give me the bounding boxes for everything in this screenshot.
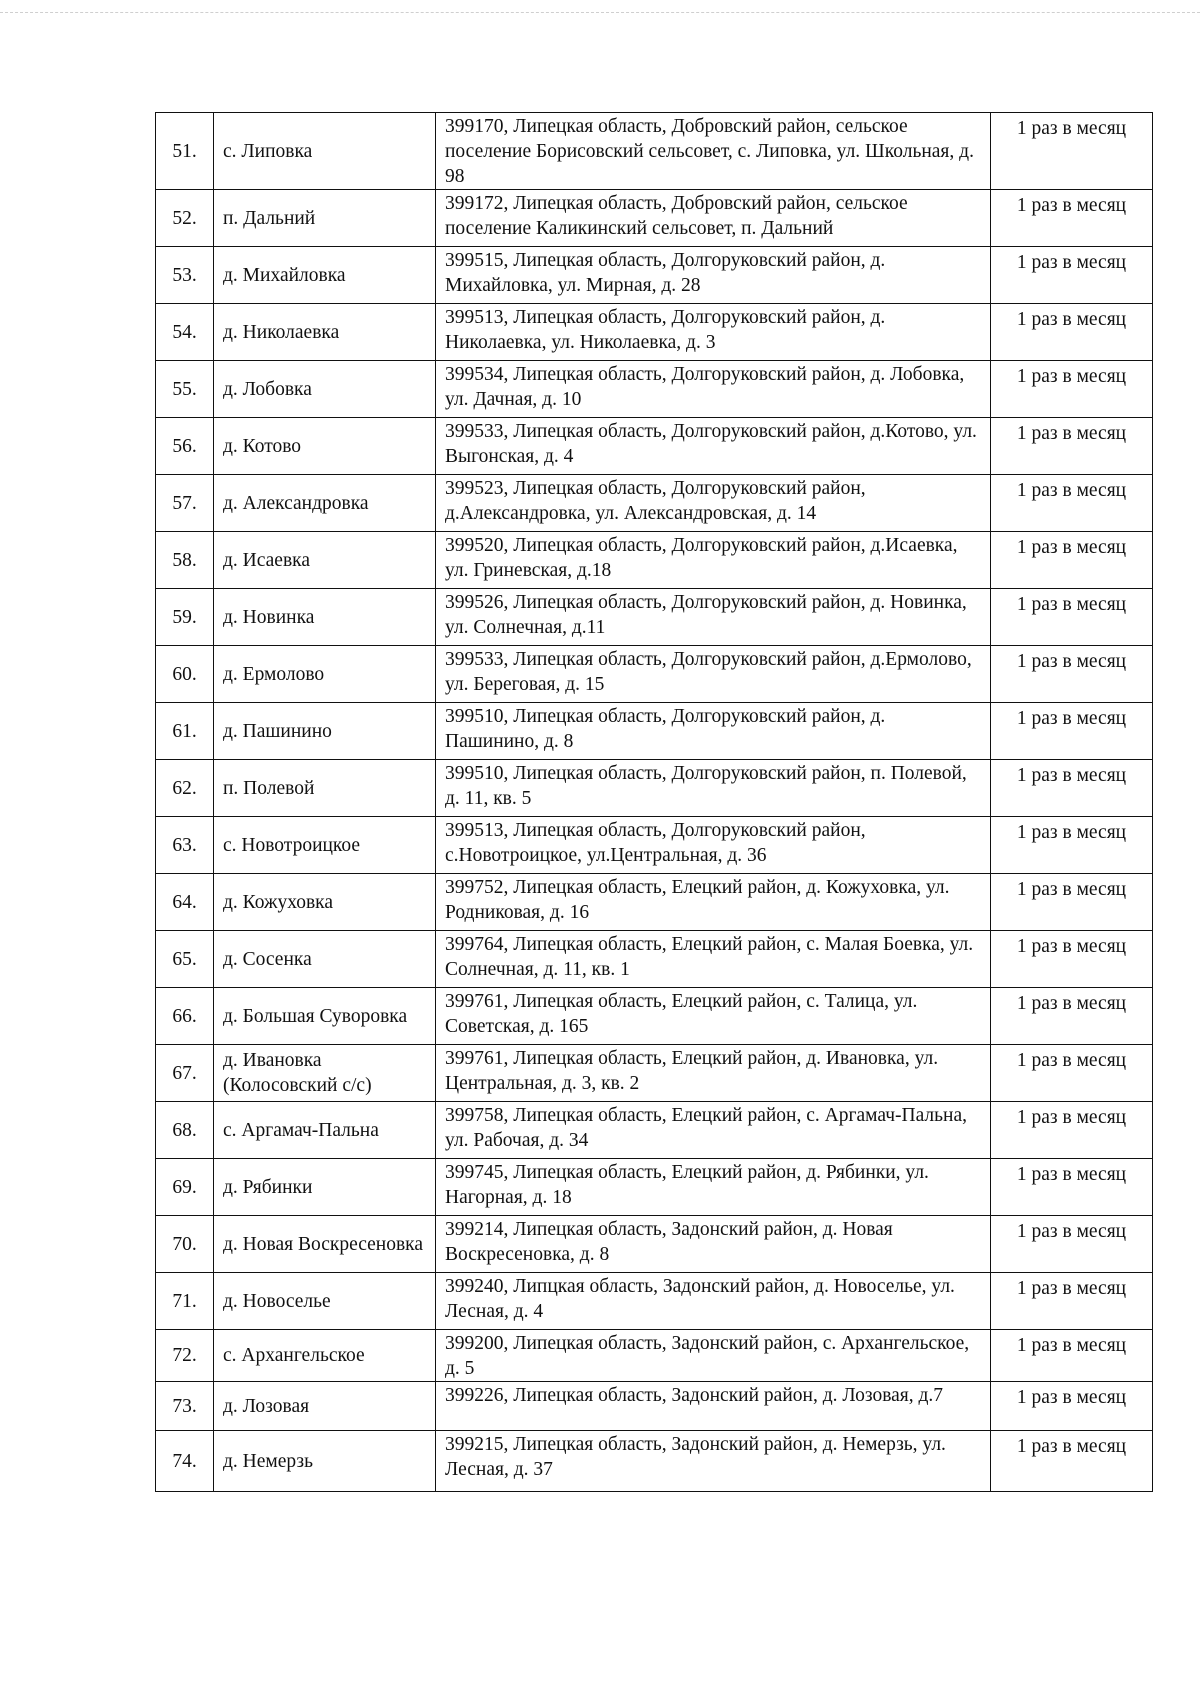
table-row — [156, 361, 1153, 418]
settlement-name: д. Новая Воскресеновка — [214, 1216, 436, 1273]
row-number: 53. — [156, 247, 214, 304]
settlement-name: д. Лобовка — [214, 361, 436, 418]
settlement-address: 399752, Липецкая область, Елецкий район, д. Кожуховка, ул. Родниковая, д. 16 — [436, 874, 991, 931]
settlement-name: п. Полевой — [214, 760, 436, 817]
table-row — [156, 418, 1153, 475]
table-row — [156, 1330, 1153, 1382]
visit-frequency: 1 раз в месяц — [991, 190, 1153, 247]
table-row — [156, 931, 1153, 988]
visit-frequency: 1 раз в месяц — [991, 1273, 1153, 1330]
schedule-table — [155, 112, 1153, 1492]
table-row — [156, 589, 1153, 646]
settlement-address: 399172, Липецкая область, Добровский район, сельское поселение Каликинский сельсовет, п. Дальний — [436, 190, 991, 247]
row-number: 71. — [156, 1273, 214, 1330]
row-number: 64. — [156, 874, 214, 931]
settlement-name: д. Михайловка — [214, 247, 436, 304]
row-number: 72. — [156, 1330, 214, 1382]
row-number: 73. — [156, 1382, 214, 1431]
visit-frequency: 1 раз в месяц — [991, 988, 1153, 1045]
settlement-name: д. Ивановка (Колосовский с/с) — [214, 1045, 436, 1102]
row-number: 70. — [156, 1216, 214, 1273]
row-number: 60. — [156, 646, 214, 703]
visit-frequency: 1 раз в месяц — [991, 589, 1153, 646]
table-row — [156, 247, 1153, 304]
visit-frequency: 1 раз в месяц — [991, 1216, 1153, 1273]
settlement-name: с. Аргамач-Пальна — [214, 1102, 436, 1159]
visit-frequency: 1 раз в месяц — [991, 247, 1153, 304]
table-row — [156, 113, 1153, 190]
settlement-address: 399214, Липецкая область, Задонский район, д. Новая Воскресеновка, д. 8 — [436, 1216, 991, 1273]
visit-frequency: 1 раз в месяц — [991, 874, 1153, 931]
row-number: 58. — [156, 532, 214, 589]
row-number: 68. — [156, 1102, 214, 1159]
table-row — [156, 1159, 1153, 1216]
table-row — [156, 1273, 1153, 1330]
visit-frequency: 1 раз в месяц — [991, 817, 1153, 874]
settlement-address: 399745, Липецкая область, Елецкий район, д. Рябинки, ул. Нагорная, д. 18 — [436, 1159, 991, 1216]
settlement-name: д. Ермолово — [214, 646, 436, 703]
row-number: 65. — [156, 931, 214, 988]
table-row — [156, 874, 1153, 931]
visit-frequency: 1 раз в месяц — [991, 1431, 1153, 1492]
settlement-name: д. Новоселье — [214, 1273, 436, 1330]
settlement-address: 399513, Липецкая область, Долгоруковский район, с.Новотроицкое, ул.Центральная, д. 36 — [436, 817, 991, 874]
row-number: 66. — [156, 988, 214, 1045]
row-number: 51. — [156, 113, 214, 190]
settlement-name: п. Дальний — [214, 190, 436, 247]
settlement-name: д. Новинка — [214, 589, 436, 646]
row-number: 74. — [156, 1431, 214, 1492]
settlement-address: 399515, Липецкая область, Долгоруковский район, д. Михайловка, ул. Мирная, д. 28 — [436, 247, 991, 304]
visit-frequency: 1 раз в месяц — [991, 418, 1153, 475]
settlement-name: с. Архангельское — [214, 1330, 436, 1382]
visit-frequency: 1 раз в месяц — [991, 931, 1153, 988]
settlement-name: д. Немерзь — [214, 1431, 436, 1492]
table-row — [156, 817, 1153, 874]
settlement-address: 399226, Липецкая область, Задонский район, д. Лозовая, д.7 — [436, 1382, 991, 1431]
row-number: 57. — [156, 475, 214, 532]
settlement-name: д. Исаевка — [214, 532, 436, 589]
visit-frequency: 1 раз в месяц — [991, 1045, 1153, 1102]
settlement-address: 399513, Липецкая область, Долгоруковский район, д. Николаевка, ул. Николаевка, д. 3 — [436, 304, 991, 361]
visit-frequency: 1 раз в месяц — [991, 760, 1153, 817]
settlement-address: 399215, Липецкая область, Задонский район, д. Немерзь, ул. Лесная, д. 37 — [436, 1431, 991, 1492]
settlement-address: 399533, Липецкая область, Долгоруковский район, д.Ермолово, ул. Береговая, д. 15 — [436, 646, 991, 703]
settlement-name: с. Липовка — [214, 113, 436, 190]
table-row — [156, 190, 1153, 247]
settlement-address: 399510, Липецкая область, Долгоруковский район, п. Полевой, д. 11, кв. 5 — [436, 760, 991, 817]
row-number: 63. — [156, 817, 214, 874]
row-number: 52. — [156, 190, 214, 247]
row-number: 69. — [156, 1159, 214, 1216]
row-number: 55. — [156, 361, 214, 418]
settlement-address: 399764, Липецкая область, Елецкий район, с. Малая Боевка, ул. Солнечная, д. 11, кв. 1 — [436, 931, 991, 988]
visit-frequency: 1 раз в месяц — [991, 304, 1153, 361]
settlement-address: 399533, Липецкая область, Долгоруковский район, д.Котово, ул. Выгонская, д. 4 — [436, 418, 991, 475]
schedule-table-body — [156, 113, 1153, 1492]
table-row — [156, 1382, 1153, 1431]
table-row — [156, 304, 1153, 361]
settlement-address: 399170, Липецкая область, Добровский район, сельское поселение Борисовский сельсовет, с. Липовка, ул. Школьная, д. 98 — [436, 113, 991, 190]
settlement-address: 399520, Липецкая область, Долгоруковский район, д.Исаевка, ул. Гриневская, д.18 — [436, 532, 991, 589]
visit-frequency: 1 раз в месяц — [991, 475, 1153, 532]
settlement-name: д. Рябинки — [214, 1159, 436, 1216]
table-row — [156, 475, 1153, 532]
row-number: 56. — [156, 418, 214, 475]
visit-frequency: 1 раз в месяц — [991, 1330, 1153, 1382]
settlement-name: д. Лозовая — [214, 1382, 436, 1431]
settlement-address: 399510, Липецкая область, Долгоруковский район, д. Пашинино, д. 8 — [436, 703, 991, 760]
settlement-address: 399523, Липецкая область, Долгоруковский район, д.Александровка, ул. Александровская, д. 14 — [436, 475, 991, 532]
settlement-name: д. Александровка — [214, 475, 436, 532]
settlement-name: д. Большая Суворовка — [214, 988, 436, 1045]
table-row — [156, 988, 1153, 1045]
table-row — [156, 1045, 1153, 1102]
settlement-address: 399758, Липецкая область, Елецкий район, с. Аргамач-Пальна, ул. Рабочая, д. 34 — [436, 1102, 991, 1159]
visit-frequency: 1 раз в месяц — [991, 1102, 1153, 1159]
visit-frequency: 1 раз в месяц — [991, 361, 1153, 418]
settlement-name: д. Пашинино — [214, 703, 436, 760]
visit-frequency: 1 раз в месяц — [991, 646, 1153, 703]
visit-frequency: 1 раз в месяц — [991, 113, 1153, 190]
table-row — [156, 703, 1153, 760]
settlement-address: 399200, Липецкая область, Задонский район, с. Архангельское, д. 5 — [436, 1330, 991, 1382]
settlement-address: 399761, Липецкая область, Елецкий район, с. Талица, ул. Советская, д. 165 — [436, 988, 991, 1045]
settlement-address: 399761, Липецкая область, Елецкий район, д. Ивановка, ул. Центральная, д. 3, кв. 2 — [436, 1045, 991, 1102]
visit-frequency: 1 раз в месяц — [991, 1159, 1153, 1216]
row-number: 67. — [156, 1045, 214, 1102]
settlement-address: 399534, Липецкая область, Долгоруковский район, д. Лобовка, ул. Дачная, д. 10 — [436, 361, 991, 418]
visit-frequency: 1 раз в месяц — [991, 703, 1153, 760]
scan-top-edge — [0, 12, 1200, 13]
table-row — [156, 1431, 1153, 1492]
table-row — [156, 1216, 1153, 1273]
row-number: 61. — [156, 703, 214, 760]
row-number: 59. — [156, 589, 214, 646]
settlement-address: 399526, Липецкая область, Долгоруковский район, д. Новинка, ул. Солнечная, д.11 — [436, 589, 991, 646]
settlement-name: д. Сосенка — [214, 931, 436, 988]
visit-frequency: 1 раз в месяц — [991, 1382, 1153, 1431]
table-row — [156, 646, 1153, 703]
row-number: 62. — [156, 760, 214, 817]
table-row — [156, 1102, 1153, 1159]
visit-frequency: 1 раз в месяц — [991, 532, 1153, 589]
settlement-address: 399240, Липцкая область, Задонский район, д. Новоселье, ул. Лесная, д. 4 — [436, 1273, 991, 1330]
table-row — [156, 532, 1153, 589]
settlement-name: д. Кожуховка — [214, 874, 436, 931]
settlement-name: д. Николаевка — [214, 304, 436, 361]
settlement-name: с. Новотроицкое — [214, 817, 436, 874]
table-row — [156, 760, 1153, 817]
row-number: 54. — [156, 304, 214, 361]
settlement-name: д. Котово — [214, 418, 436, 475]
